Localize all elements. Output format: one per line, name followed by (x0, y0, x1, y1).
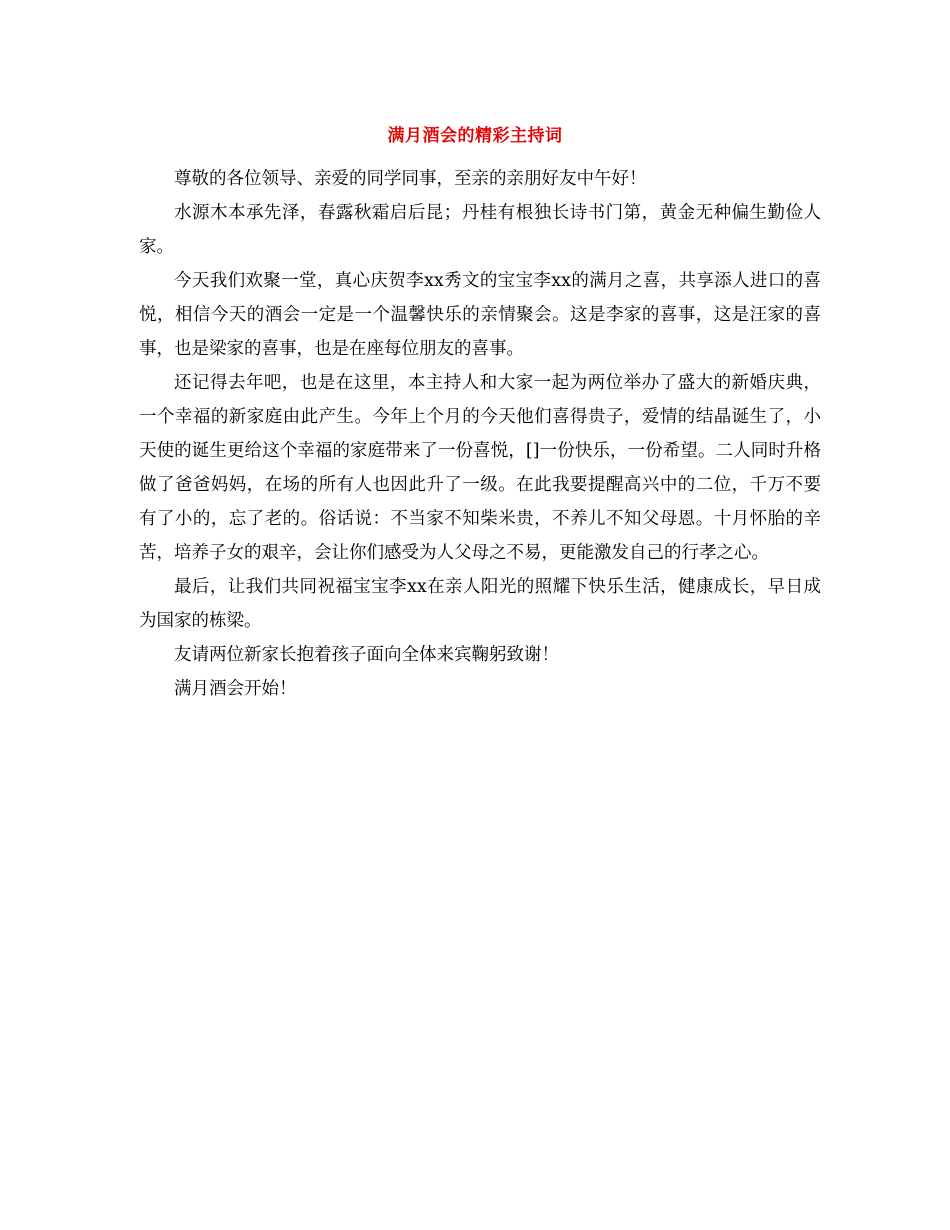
document-body (139, 162, 821, 706)
paragraph-thanks: 友请两位新家长抱着孩子面向全体来宾鞠躬致谢！ (174, 645, 559, 665)
paragraph-blessing: 最后，让我们共同祝福宝宝李xx在亲人阳光的照耀下快乐生活，健康成长，早日成为国家的栋梁。 (139, 577, 821, 631)
paragraph-couplet: 水源木本承先泽，春露秋霜启后昆；丹桂有根独长诗书门第，黄金无种偏生勤俭人家。 (139, 203, 821, 257)
paragraph-memory: 还记得去年吧，也是在这里，本主持人和大家一起为两位举办了盛大的新婚庆典，一个幸福的新家庭由此产生。今年上个月的今天他们喜得贵子，爱情的结晶诞生了，小天使的诞生更给这个幸福的家庭带来了一份喜悦，[]一份快乐，一份希望。二人同时升格做了爸爸妈妈，在场的所有人也因此升了一级。在此我要提醒高兴中的二位，千万不要有了小的，忘了老的。俗话说：不当家不知柴米贵，不养儿不知父母恩。十月怀胎的辛苦，培养子女的艰辛，会让你们感受为人父母之不易，更能激发自己的行孝之心。 (139, 373, 821, 563)
document-title: 满月酒会的精彩主持词 (387, 126, 563, 146)
paragraph-start: 满月酒会开始！ (174, 679, 297, 699)
paragraph-greeting: 尊敬的各位领导、亲爱的同学同事，至亲的亲朋好友中午好！ (174, 169, 647, 189)
paragraph-celebration: 今天我们欢聚一堂，真心庆贺李xx秀文的宝宝李xx的满月之喜，共享添人进口的喜悦，相信今天的酒会一定是一个温馨快乐的亲情聚会。这是李家的喜事，这是汪家的喜事，也是梁家的喜事，也是在座每位朋友的喜事。 (139, 271, 821, 359)
